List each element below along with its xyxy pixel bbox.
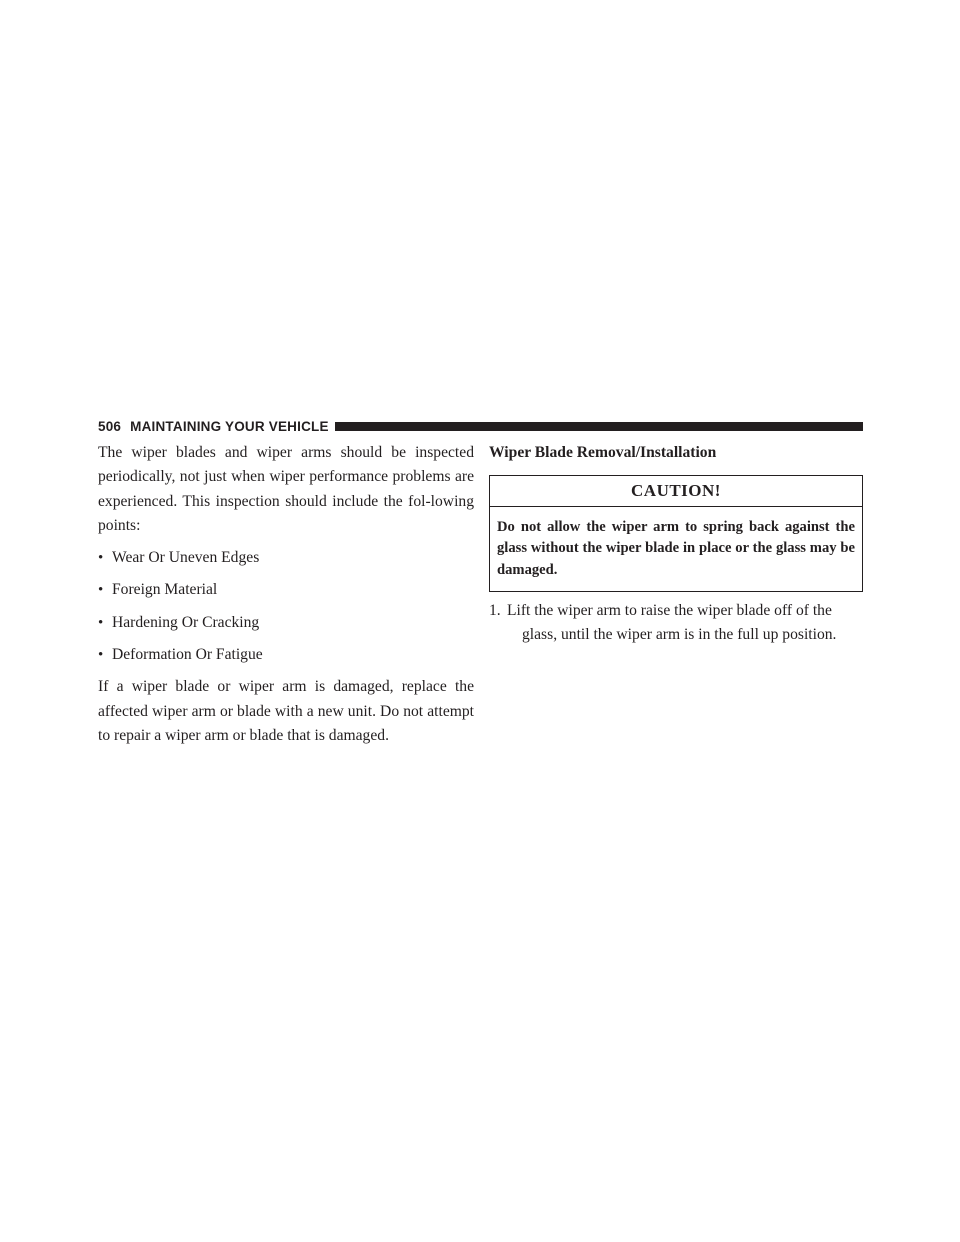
list-item-text: Wear Or Uneven Edges [112, 549, 260, 567]
step-text-line-1: Lift the wiper arm to raise the wiper blade off of the [507, 602, 832, 620]
step-number: 1. [489, 602, 501, 620]
header-rule [335, 422, 863, 431]
list-item-text: Deformation Or Fatigue [112, 646, 263, 664]
right-column [489, 441, 863, 648]
inspection-points-list [98, 546, 474, 667]
step-item [489, 599, 863, 648]
page-header [98, 417, 863, 435]
step-text-line-2: glass, until the wiper arm is in the full up position. [522, 626, 837, 644]
bullet-icon: • [98, 614, 104, 631]
bullet-icon: • [98, 582, 104, 599]
caution-body: Do not allow the wiper arm to spring back against the glass without the wiper blade in place or the glass may be damaged. [497, 518, 855, 578]
caution-box [489, 475, 863, 592]
intro-paragraph: The wiper blades and wiper arms should be inspected periodically, not just when wiper performance problems are experienced. This inspection should include the fol-lowing points: [98, 444, 474, 534]
caution-header [490, 476, 862, 506]
page-number: 506 [98, 418, 122, 434]
list-item [98, 546, 474, 570]
caution-title: CAUTION! [631, 481, 721, 501]
closing-paragraph: If a wiper blade or wiper arm is damaged, replace the affected wiper arm or blade with a new unit. Do not attempt to repair a wiper arm or blade that is damaged. [98, 678, 474, 744]
bullet-icon: • [98, 550, 104, 567]
list-item-text: Foreign Material [112, 581, 218, 599]
list-item [98, 643, 474, 667]
left-column [98, 441, 474, 748]
section-title: MAINTAINING YOUR VEHICLE [130, 418, 329, 434]
section-heading: Wiper Blade Removal/Installation [489, 444, 717, 461]
list-item [98, 578, 474, 602]
list-item [98, 611, 474, 635]
bullet-icon: • [98, 647, 104, 664]
list-item-text: Hardening Or Cracking [112, 613, 260, 631]
step-text [507, 599, 863, 648]
